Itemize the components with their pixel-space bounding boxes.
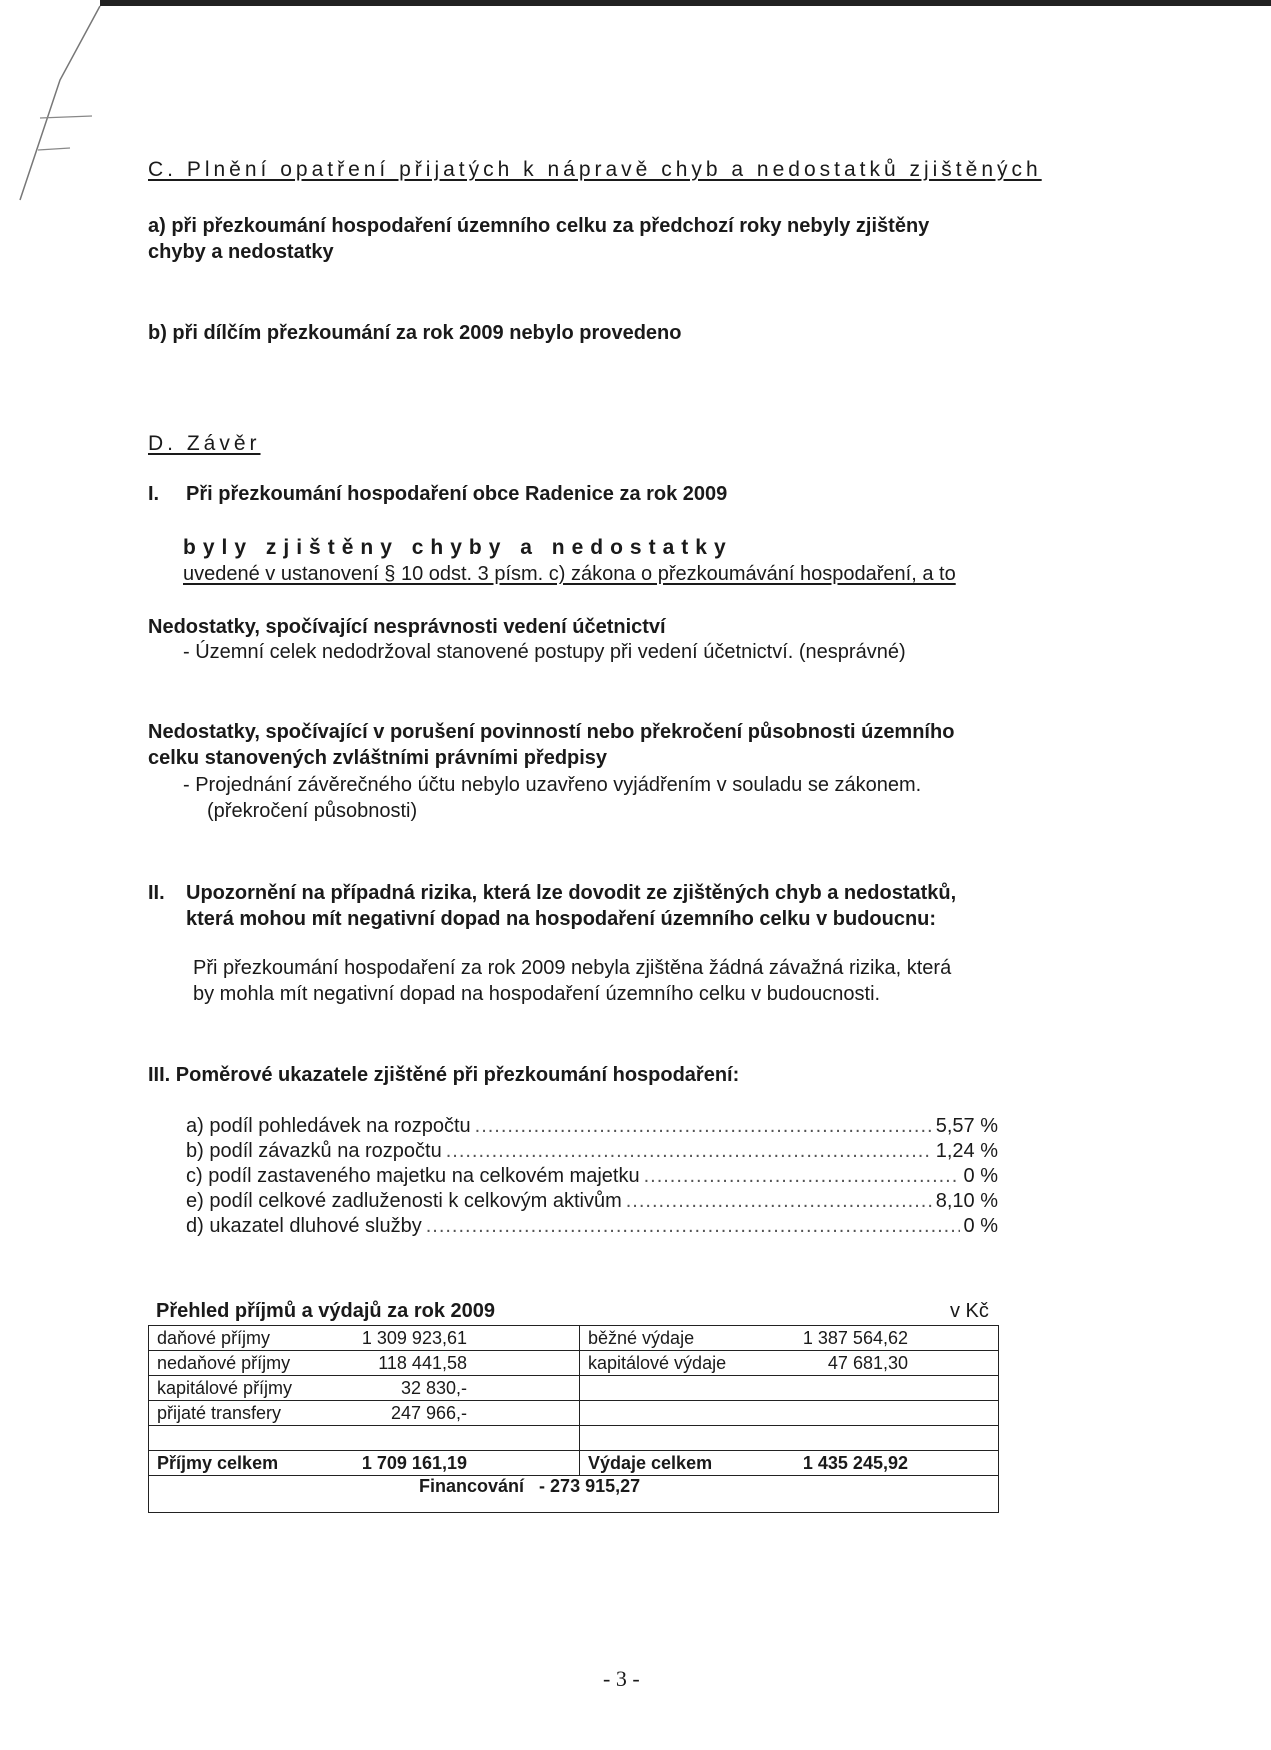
income-value: 1 309 923,61 <box>361 1327 467 1348</box>
section-ii-text-line2: která mohou mít negativní dopad na hospodaření územního celku v budoucnu: <box>186 908 937 930</box>
expense-value: 47 681,30 <box>827 1352 908 1373</box>
table-row <box>149 1426 999 1451</box>
table-row <box>149 1351 999 1376</box>
income-name: kapitálové příjmy <box>157 1377 293 1398</box>
section-i-text: Při přezkoumání hospodaření obce Radenice za rok 2009 <box>186 483 728 505</box>
group2-item-line2: (překročení působnosti) <box>207 800 418 822</box>
ratio-row <box>186 1139 998 1164</box>
ratio-label: e) podíl celkové zadluženosti k celkovým aktivům <box>186 1190 622 1212</box>
ratio-row <box>186 1214 998 1239</box>
income-name: nedaňové příjmy <box>157 1352 291 1373</box>
ratio-value: 8,10 % <box>935 1190 998 1212</box>
income-value: 247 966,- <box>390 1402 467 1423</box>
findings-statement: byly zjištěny chyby a nedostatky <box>183 536 733 559</box>
table-row <box>149 1326 999 1351</box>
expense-name: kapitálové výdaje <box>588 1352 727 1373</box>
ratio-value: 1,24 % <box>935 1140 998 1162</box>
summary-title: Přehled příjmů a výdajů za rok 2009 <box>156 1300 496 1322</box>
ratio-value: 5,57 % <box>935 1115 998 1137</box>
income-expense-table <box>148 1325 999 1513</box>
group2-item-line1: - Projednání závěrečného účtu nebylo uzavřeno vyjádřením v souladu se zákonem. <box>183 774 922 796</box>
expense-total-value: 1 435 245,92 <box>802 1452 908 1473</box>
income-total-label: Příjmy celkem <box>157 1452 279 1473</box>
section-c-b-line: b) při dílčím přezkoumání za rok 2009 nebylo provedeno <box>148 322 682 344</box>
income-name: přijaté transfery <box>157 1402 282 1423</box>
table-row <box>149 1401 999 1426</box>
section-ii-body-line2: by mohla mít negativní dopad na hospodaření územního celku v budoucnosti. <box>193 983 881 1005</box>
expense-value: 1 387 564,62 <box>802 1327 908 1348</box>
section-c-a-line2: chyby a nedostatky <box>148 241 334 263</box>
ratio-row <box>186 1114 998 1139</box>
ratio-label: d) ukazatel dluhové služby <box>186 1215 422 1237</box>
financing-label: Financování <box>419 1476 525 1496</box>
financing-value: - 273 915,27 <box>539 1476 641 1496</box>
section-c-heading: C. Plnění opatření přijatých k nápravě chyb a nedostatků zjištěných <box>148 158 1042 181</box>
ratio-label: b) podíl závazků na rozpočtu <box>186 1140 442 1162</box>
income-name: daňové příjmy <box>157 1327 271 1348</box>
ratio-value: 0 % <box>963 1165 998 1187</box>
table-row <box>149 1376 999 1401</box>
currency-label: v Kč <box>950 1300 989 1322</box>
group1-item: - Územní celek nedodržoval stanovené postupy při vedení účetnictví. (nesprávné) <box>183 641 906 663</box>
section-iii-heading: III. Poměrové ukazatele zjištěné při přezkoumání hospodaření: <box>148 1064 740 1086</box>
expense-name: běžné výdaje <box>588 1327 695 1348</box>
ratio-label: a) podíl pohledávek na rozpočtu <box>186 1115 471 1137</box>
group2-title-line2: celku stanovených zvláštními právními předpisy <box>148 747 608 769</box>
ratio-value: 0 % <box>963 1215 998 1237</box>
ratio-row <box>186 1189 998 1214</box>
income-value: 32 830,- <box>400 1377 467 1398</box>
ratio-label: c) podíl zastaveného majetku na celkovém majetku <box>186 1165 640 1187</box>
legal-reference: uvedené v ustanovení § 10 odst. 3 písm. c) zákona o přezkoumávání hospodaření, a to <box>183 563 956 585</box>
page-number: - 3 - <box>603 1666 640 1691</box>
table-row-totals <box>149 1451 999 1476</box>
section-c-a-line1: a) při přezkoumání hospodaření územního celku za předchozí roky nebyly zjištěny <box>148 215 930 237</box>
income-total-value: 1 709 161,19 <box>361 1452 467 1473</box>
ratio-row <box>186 1164 998 1189</box>
scan-edge-line <box>100 0 1271 6</box>
roman-i: I. <box>148 483 160 505</box>
section-d-heading: D. Závěr <box>148 432 261 455</box>
roman-ii: II. <box>148 882 165 904</box>
section-ii-text-line1: Upozornění na případná rizika, která lze dovodit ze zjištěných chyb a nedostatků, <box>186 882 957 904</box>
income-value: 118 441,58 <box>378 1352 467 1373</box>
section-ii-body-line1: Při přezkoumání hospodaření za rok 2009 nebyla zjištěna žádná závažná rizika, která <box>193 957 952 979</box>
group1-title: Nedostatky, spočívající nesprávnosti vedení účetnictví <box>148 616 666 638</box>
expense-total-label: Výdaje celkem <box>588 1452 713 1473</box>
table-row-financing <box>149 1476 999 1513</box>
group2-title-line1: Nedostatky, spočívající v porušení povinností nebo překročení působnosti územního <box>148 721 955 743</box>
scan-fold-mark <box>0 0 110 230</box>
